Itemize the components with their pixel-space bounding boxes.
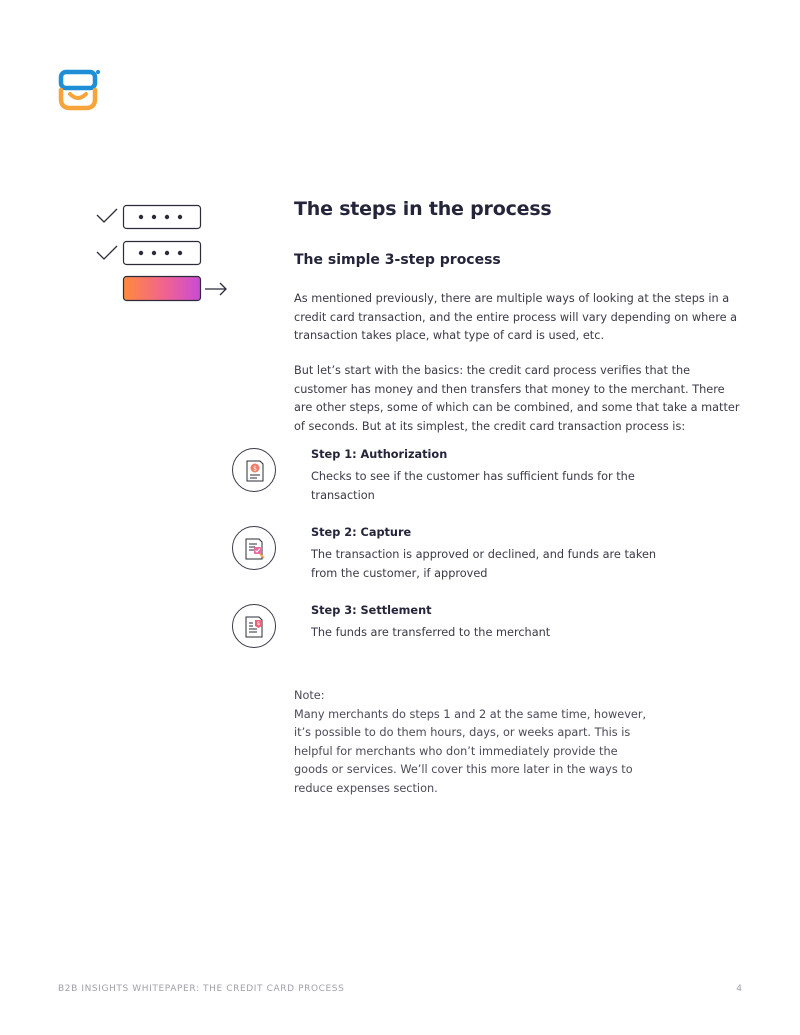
step-description: The funds are transferred to the merchant xyxy=(311,626,551,639)
document-stamp-icon xyxy=(232,526,276,570)
checked-fields-and-card-icon xyxy=(94,202,234,306)
page-title: The steps in the process xyxy=(294,198,552,220)
step-description: Checks to see if the customer has sufficient funds for the transaction xyxy=(311,470,635,502)
step-description: The transaction is approved or declined, and funds are taken from the customer, if approved xyxy=(311,548,657,580)
document-dollar-icon xyxy=(232,448,276,492)
document-payment-icon xyxy=(232,604,276,648)
step-title: Step 2: Capture xyxy=(311,526,412,539)
smile-basket-logo-icon xyxy=(56,66,104,114)
step-settlement xyxy=(232,604,672,674)
page-number: 4 xyxy=(736,984,742,994)
note-label: Note: xyxy=(294,689,325,702)
step-title: Step 1: Authorization xyxy=(311,448,448,461)
intro-paragraph: As mentioned previously, there are multiple ways of looking at the steps in a credit card transaction, and the entire process will vary depending on where a transaction takes place, what type of card is used, etc. xyxy=(294,292,738,342)
step-title: Step 3: Settlement xyxy=(311,604,432,617)
basics-paragraph: But let’s start with the basics: the credit card process verifies that the customer has money and then transfers that money to the merchant. There are other steps, some of which can be combined, and some that take a matter of seconds. But at its simplest, the credit card transaction process is: xyxy=(294,364,740,433)
note-block xyxy=(294,687,654,798)
section-subtitle: The simple 3-step process xyxy=(294,252,501,268)
step-authorization xyxy=(232,448,672,518)
footer-title: B2B INSIGHTS WHITEPAPER: THE CREDIT CARD PROCESS xyxy=(58,984,345,994)
note-text: Many merchants do steps 1 and 2 at the same time, however, it’s possible to do them hours, days, or weeks apart. This is helpful for merchants who don’t immediately provide the goods or services. We’ll cover this more later in the ways to reduce expenses section. xyxy=(294,707,647,795)
step-capture xyxy=(232,526,672,596)
svg-text:$: $ xyxy=(253,465,257,473)
svg-text:$: $ xyxy=(256,621,261,627)
